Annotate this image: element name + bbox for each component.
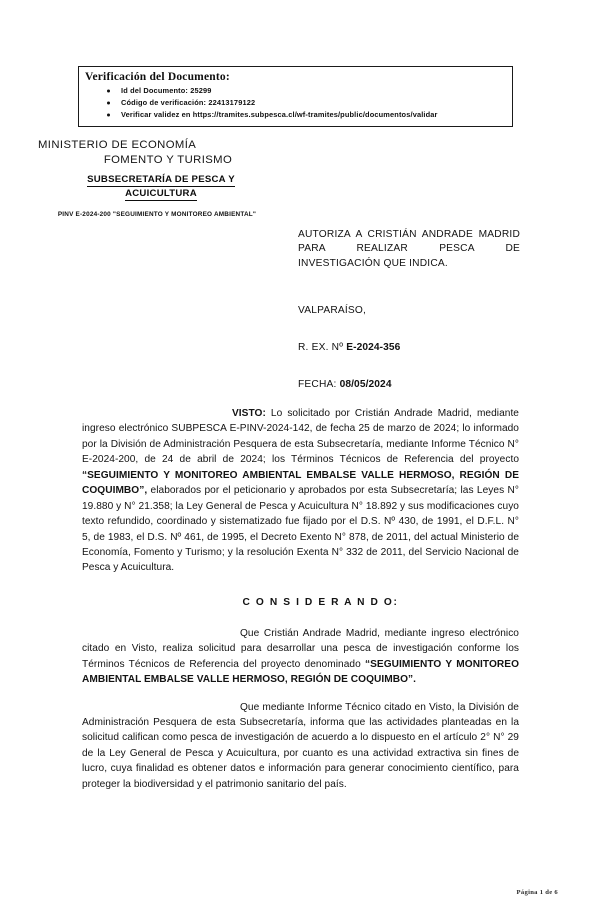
- resolution-date: [298, 379, 520, 390]
- resolution-subject: AUTORIZA A CRISTIÁN ANDRADE MADRID PARA REALIZAR PESCA DE INVESTIGACIÓN QUE INDICA.: [298, 229, 520, 269]
- subsecretaria-line-2: ACUICULTURA: [125, 187, 197, 201]
- resolution-number: [298, 342, 520, 353]
- verification-item-code: [85, 97, 506, 109]
- resolution-number-value: E-2024-356: [346, 342, 401, 354]
- document-body: [82, 406, 519, 792]
- verification-item-url: [85, 109, 506, 121]
- subsecretaria-line-1: SUBSECRETARÍA DE PESCA Y: [87, 173, 235, 187]
- visto-label: VISTO:: [232, 408, 266, 419]
- bullet-icon: [107, 102, 110, 105]
- considerando-2-text: Que mediante Informe Técnico citado en Visto, la División de Administración Pesquera de esta Subsecretaría, informa que las actividades planteadas en la solicitud califican como pesca de investigación de acuerdo a lo dispuesto en el artículo 2° N° 29 de la Ley General de Pesca y Acuicultura, por cuanto es una actividad extractiva sin fines de lucro, cuya finalidad es obtener datos e información para generar conocimiento científico, para proteger la biodiversidad y el patrimonio sanitario del país.: [82, 701, 519, 790]
- page-footer: Página 1 de 6: [516, 889, 558, 896]
- verification-item-text: Verificar validez en https://tramites.subpesca.cl/wf-tramites/public/documentos/validar: [121, 110, 438, 120]
- bullet-icon: [107, 90, 110, 93]
- resolution-header: [298, 228, 520, 390]
- resolution-date-value: 08/05/2024: [339, 379, 392, 391]
- paragraph-considerando-1: [82, 626, 519, 688]
- paragraph-visto: [82, 406, 519, 576]
- verification-box: [78, 66, 513, 127]
- visto-text-part-2: elaborados por el peticionario y aprobados por esta Subsecretaría; las Leyes N° 19.880 y N° 21.358; la Ley General de Pesca y Acuicultura N° 18.892 y sus modificaciones cuyo texto refundido, coordinado y sistematizado fue fijado por el D.S. Nº 430, de 1991, el D.F.L. N° 5, de 1983, el D.S. Nº 461, de 1995, el Decreto Exento N° 878, de 2011, del actual Ministerio de Economía, Fomento y Turismo; y la resolución Exenta N° 332 de 2011, del Servicio Nacional de Pesca y Acuicultura.: [82, 485, 519, 574]
- considerando-1-text: Que Cristián Andrade Madrid, mediante ingreso electrónico citado en Visto, realiza solicitud para desarrollar una pesca de investigación conforme los Términos Técnicos de Referencia del proyecto denominado: [82, 627, 519, 670]
- resolution-number-label: R. EX. Nº: [298, 342, 347, 354]
- resolution-city: VALPARAÍSO,: [298, 305, 367, 317]
- verification-item-text: Id del Documento: 25299: [121, 86, 212, 96]
- project-code-label: PINV E-2024-200 "SEGUIMIENTO Y MONITOREO AMBIENTAL": [57, 211, 257, 219]
- visto-project-title: “SEGUIMIENTO Y MONITOREO AMBIENTAL EMBALSE VALLE HERMOSO, REGIÓN DE COQUIMBO”,: [82, 469, 519, 497]
- considerando-1-project-title: “SEGUIMIENTO Y MONITOREO AMBIENTAL EMBALSE VALLE HERMOSO, REGIÓN DE COQUIMBO”.: [82, 658, 519, 686]
- considerando-heading: C O N S I D E R A N D O:: [242, 596, 399, 608]
- subsecretaria-heading: [36, 173, 286, 201]
- bullet-icon: [107, 114, 110, 117]
- letterhead: [36, 138, 286, 220]
- verification-item-document-id: [85, 85, 506, 97]
- verification-item-text: Código de verificación: 22413179122: [121, 98, 256, 108]
- visto-text-part-1: Lo solicitado por Cristián Andrade Madrid, mediante ingreso electrónico SUBPESCA E-PINV-2024-142, de fecha 25 de marzo de 2024; lo informado por la División de Administración Pesquera de esta Subsecretaría, mediante Informe Técnico N° E-2024-200, de 24 de abril de 2024; los Términos Técnicos de Referencia del proyecto: [82, 408, 519, 466]
- verification-title: Verificación del Documento:: [85, 71, 230, 83]
- paragraph-considerando-2: [82, 700, 519, 793]
- ministry-line-2: FOMENTO Y TURISMO: [103, 153, 233, 166]
- ministry-line-1: MINISTERIO DE ECONOMÍA: [38, 139, 197, 151]
- resolution-date-label: FECHA:: [298, 379, 340, 391]
- verification-list: [85, 85, 506, 121]
